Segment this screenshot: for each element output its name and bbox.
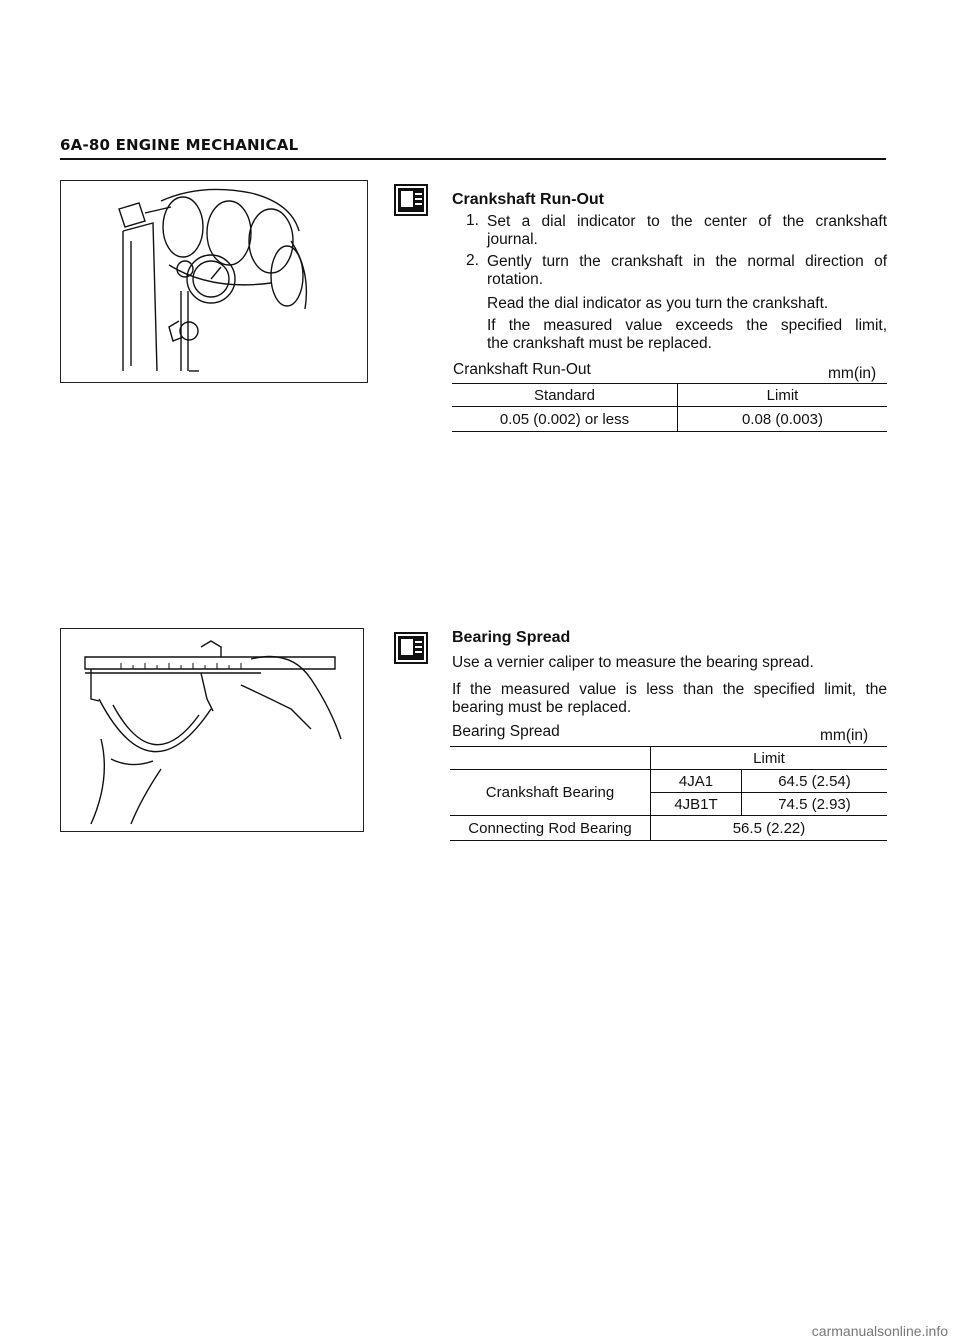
runout-step-1-num: 1.: [466, 212, 479, 229]
runout-table-caption: Crankshaft Run-Out: [453, 361, 591, 378]
runout-step-2-line-1: Gently turn the crankshaft in the normal direction of: [487, 253, 887, 270]
spread-model-4ja1: 4JA1: [651, 770, 742, 793]
spread-model-4jb1t: 4JB1T: [651, 793, 742, 816]
spread-header-limit: Limit: [651, 747, 888, 770]
runout-value-limit: 0.08 (0.003): [742, 410, 823, 428]
runout-step-2-line-2: rotation.: [487, 271, 544, 288]
spread-spec-table: [450, 746, 887, 841]
runout-header-limit: Limit: [678, 384, 888, 407]
service-book-icon: [394, 632, 428, 664]
runout-header-standard: Standard: [452, 384, 678, 407]
spread-table-caption: Bearing Spread: [452, 723, 560, 740]
footer-watermark: carmanualsonline.info: [811, 1323, 948, 1339]
runout-value-standard: 0.05 (0.002) or less: [452, 407, 678, 432]
vernier-caliper-illustration: [61, 629, 363, 831]
spread-table-unit: mm(in): [820, 727, 869, 744]
crankshaft-runout-figure: [60, 180, 368, 383]
runout-table-unit: mm(in): [828, 365, 877, 382]
runout-step-1-line-2: journal.: [487, 231, 538, 248]
runout-spec-table: [452, 383, 887, 432]
spread-value-conrod: 56.5 (2.22): [732, 819, 806, 837]
spread-para-2-line-1: If the measured value is less than the specified limit, the: [452, 681, 887, 698]
runout-step-1-line-1: Set a dial indicator to the center of the crankshaft: [487, 213, 887, 230]
spread-label-crankshaft: Crankshaft Bearing: [450, 770, 651, 816]
header-rule: [60, 158, 886, 160]
spread-label-conrod: Connecting Rod Bearing: [450, 816, 651, 841]
page-header: 6A-80 ENGINE MECHANICAL: [60, 136, 299, 154]
runout-step-2-num: 2.: [466, 252, 479, 269]
spread-value-4ja1: 64.5 (2.54): [742, 770, 888, 793]
spread-para-1: Use a vernier caliper to measure the bearing spread.: [452, 654, 814, 671]
runout-note-2-line-1: If the measured value exceeds the specified limit,: [487, 317, 887, 334]
runout-note-2-line-2: the crankshaft must be replaced.: [487, 335, 712, 352]
runout-title: Crankshaft Run-Out: [452, 191, 604, 208]
spread-value-4jb1t: 74.5 (2.93): [742, 793, 888, 816]
crankshaft-dial-illustration: [61, 181, 367, 382]
spread-para-2-line-2: bearing must be replaced.: [452, 699, 632, 716]
service-book-icon: [394, 184, 428, 216]
bearing-spread-figure: [60, 628, 364, 832]
runout-note-1: Read the dial indicator as you turn the crankshaft.: [487, 295, 829, 312]
spread-title: Bearing Spread: [452, 629, 571, 646]
